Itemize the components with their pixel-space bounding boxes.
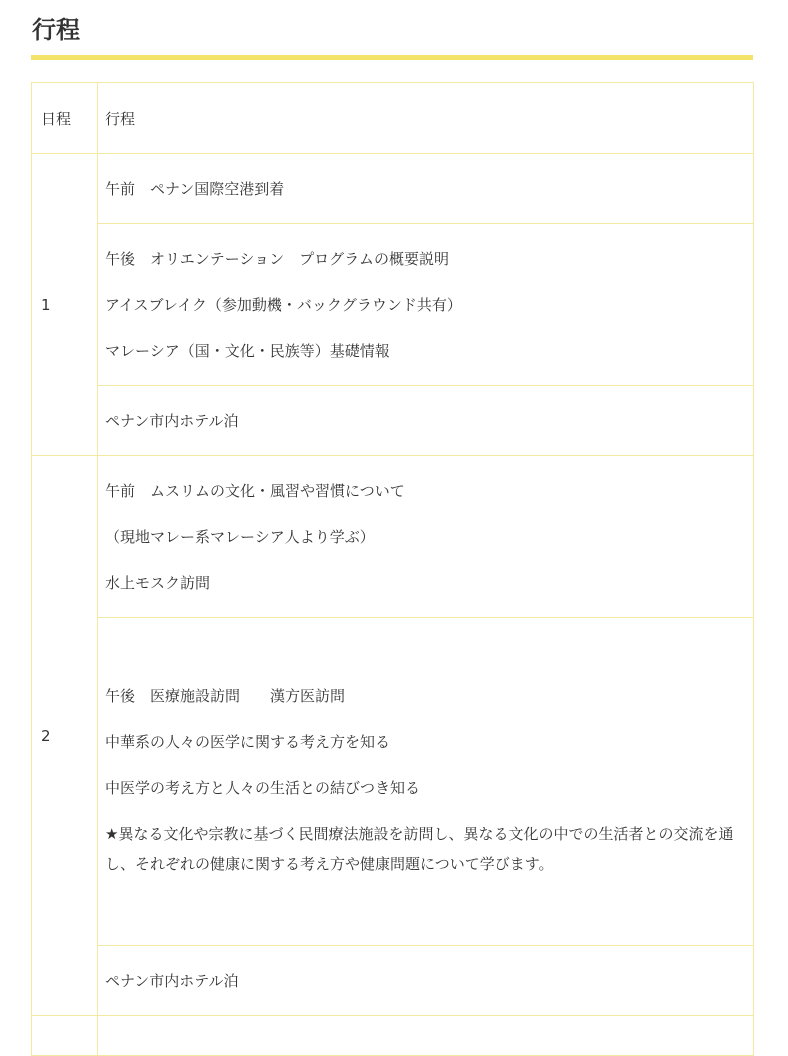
table-header-row <box>32 83 754 154</box>
header-day-label: 日程 <box>41 109 72 128</box>
itinerary-table <box>31 82 754 1056</box>
schedule-cell <box>98 618 754 946</box>
schedule-cell <box>98 154 754 224</box>
day-cell <box>32 456 98 1016</box>
schedule-line: 水上モスク訪問 <box>105 573 211 592</box>
schedule-line: 中華系の人々の医学に関する考え方を知る <box>105 732 391 751</box>
day-cell <box>32 154 98 456</box>
schedule-line: 午後 医療施設訪問 漢方医訪問 <box>105 686 346 705</box>
day-number: 1 <box>41 295 51 314</box>
schedule-cell <box>98 224 754 386</box>
header-day-cell <box>32 83 98 154</box>
header-detail-label: 行程 <box>105 109 136 128</box>
header-detail-cell <box>98 83 754 154</box>
page-title: 行程 <box>32 16 80 44</box>
table-row <box>32 618 754 946</box>
schedule-note: ★異なる文化や宗教に基づく民間療法施設を訪問し、異なる文化の中での生活者との交流を通し、それぞれの健康に関する考え方や健康問題について学びます。 <box>105 824 734 873</box>
table-row <box>32 456 754 618</box>
schedule-line: 中医学の考え方と人々の生活との結びつき知る <box>105 778 421 797</box>
table-row <box>32 946 754 1016</box>
schedule-line: 午前 ペナン国際空港到着 <box>105 179 285 198</box>
schedule-line: ペナン市内ホテル泊 <box>105 411 239 430</box>
schedule-cell <box>98 386 754 456</box>
schedule-line: （現地マレー系マレーシア人より学ぶ） <box>105 527 375 546</box>
title-underline <box>31 55 753 60</box>
day-number: 2 <box>41 726 51 745</box>
schedule-line: マレーシア（国・文化・民族等）基礎情報 <box>105 341 390 360</box>
schedule-line: 午後 オリエンテーション プログラムの概要説明 <box>105 249 449 268</box>
schedule-cell <box>98 456 754 618</box>
day-cell <box>32 1016 98 1056</box>
table-row <box>32 386 754 456</box>
schedule-cell <box>98 946 754 1016</box>
table-row <box>32 1016 754 1056</box>
schedule-line: 午前 ムスリムの文化・風習や習慣について <box>105 481 405 500</box>
schedule-cell <box>98 1016 754 1056</box>
table-row <box>32 154 754 224</box>
schedule-line: ペナン市内ホテル泊 <box>105 971 239 990</box>
schedule-line: アイスブレイク（参加動機・バックグラウンド共有） <box>105 295 462 314</box>
table-row <box>32 224 754 386</box>
